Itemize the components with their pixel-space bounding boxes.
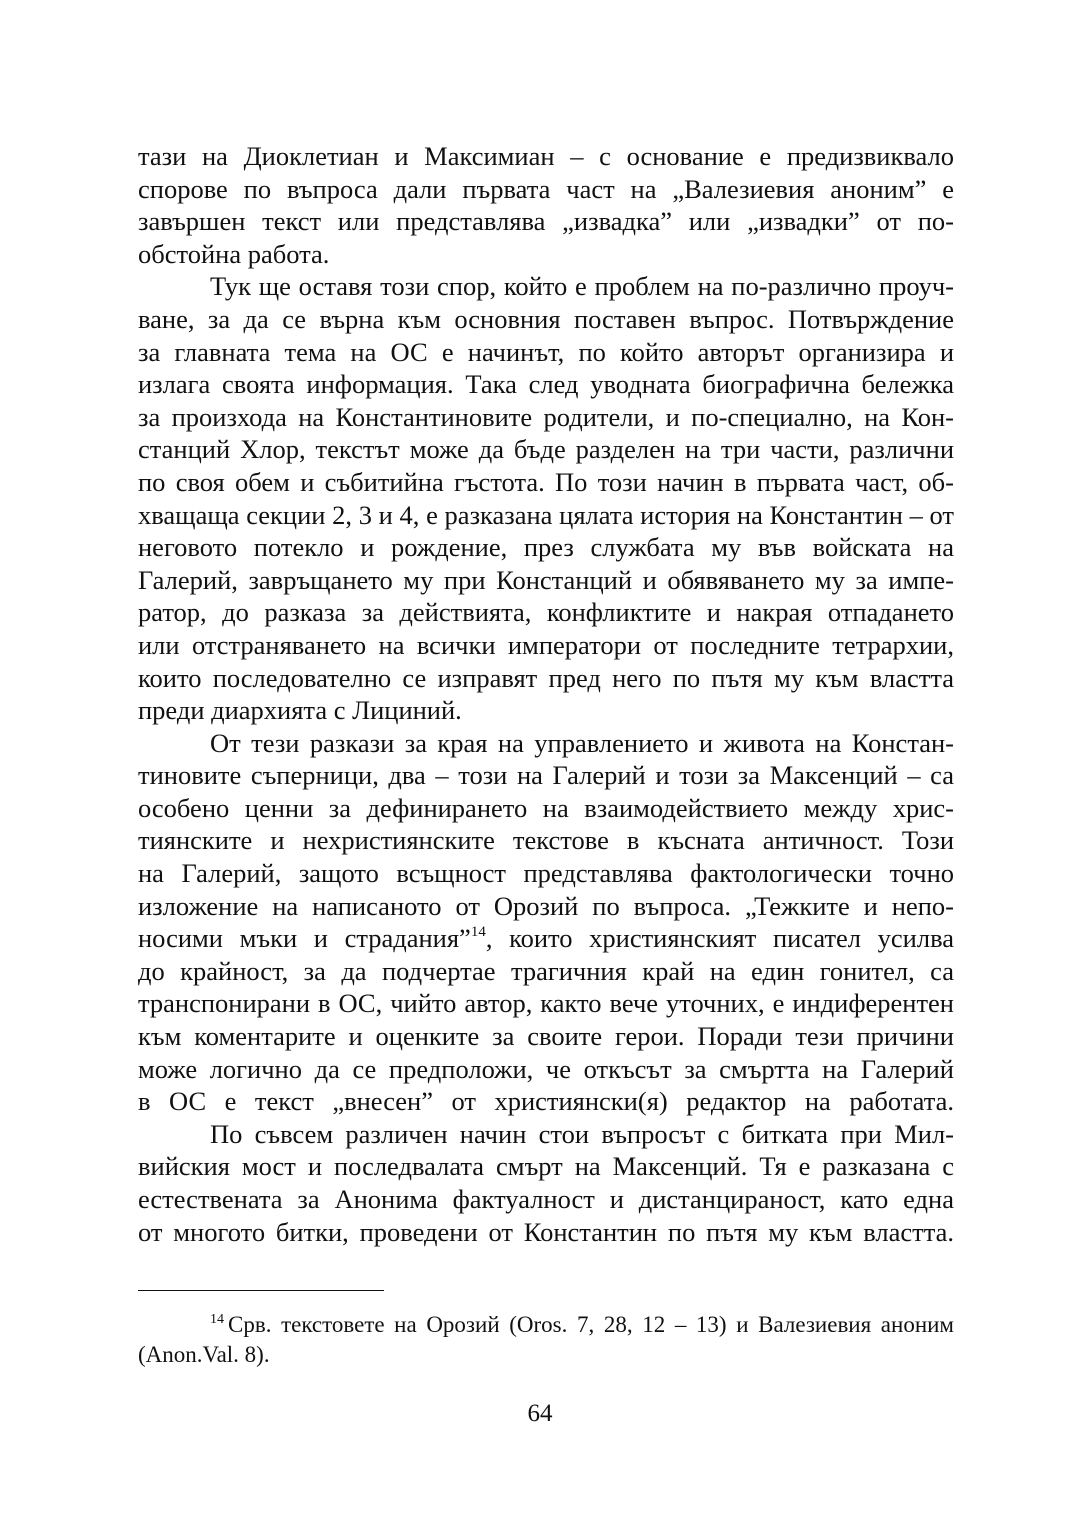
text-line: може логично да се предположи, че откъсът за смъртта на Галерий <box>138 1053 954 1084</box>
paragraph-2 <box>138 270 954 726</box>
text-line: От тези разкази за края на управлението и живота на Констан- <box>210 727 954 758</box>
text-line: спорове по въпроса дали първата част на „Валезиевия аноним” е <box>138 173 954 204</box>
footnote-line: (Anon.Val. 8). <box>138 1342 270 1367</box>
text-line: които последователно се изправят пред него по пътя му към властта <box>138 662 954 693</box>
page-number: 64 <box>527 1400 553 1427</box>
text-line: неговото потекло и рождение, през службата му във войската на <box>138 532 954 563</box>
text-line: обстойна работа. <box>138 238 330 269</box>
text-line: транспонирани в ОС, чийто автор, както вече уточних, е индиферентен <box>138 988 954 1019</box>
text-line: за главната тема на ОС е начинът, по който авторът организира и <box>138 336 954 367</box>
text-line: Галерий, завръщането му при Констанций и обявяването му за импе- <box>138 564 954 595</box>
paragraph-3 <box>138 727 954 1118</box>
text-segment: носими мъки и страдания” <box>138 923 471 954</box>
text-line: тиновите съперници, два – този на Галерий и този за Максенций – са <box>138 760 954 791</box>
text-line: завършен текст или представлява „извадка” или „извадки” от по- <box>138 206 954 237</box>
footnote <box>138 1310 954 1370</box>
text-line-with-footnote <box>138 922 954 955</box>
text-line: хващаща секции 2, 3 и 4, е разказана цялата история на Константин – от <box>138 499 954 530</box>
footnote-separator <box>138 1290 384 1291</box>
text-line: тази на Диоклетиан и Максимиан – с основание е предизвиквало <box>138 141 954 171</box>
text-line: за произхода на Константиновите родители, и по-специално, на Кон- <box>138 401 954 432</box>
text-line: излага своята информация. Така след уводната биографична бележка <box>138 369 954 400</box>
text-line: вийския мост и последвалата смърт на Максенций. Тя е разказана с <box>138 1151 954 1182</box>
text-line: или отстраняването на всички императори от последните тетрархии, <box>138 629 954 660</box>
text-line: в ОС е текст „внесен” от християнски(я) редактор на работата. <box>138 1086 954 1117</box>
text-line: естествената за Анонима фактуалност и дистанцираност, като една <box>138 1184 954 1214</box>
text-line: от многото битки, проведени от Константин по пътя му към властта. <box>138 1216 954 1247</box>
footnote-reference[interactable]: 14 <box>470 924 486 941</box>
footnote-text: Срв. текстовете на Орозий (Oros. 7, 28, 12 – 13) и Валезиевия аноним <box>228 1312 954 1337</box>
footnote-mark: 14 <box>210 1312 224 1327</box>
text-line: Тук ще оставя този спор, който е проблем на по-различно проуч- <box>210 271 954 302</box>
text-line: особено ценни за дефинирането на взаимодействието между хрис- <box>138 792 954 823</box>
body-text <box>138 140 954 1248</box>
text-line: тиянските и нехристиянските текстове в късната античност. Този <box>138 825 954 856</box>
text-line: преди диархията с Лициний. <box>138 695 462 726</box>
text-segment: , които християнският писател усилва <box>485 923 955 954</box>
text-line: на Галерий, защото всъщност представлява фактологически точно <box>138 858 954 889</box>
text-line: към коментарите и оценките за своите герои. Поради тези причини <box>138 1021 954 1052</box>
text-line: до крайност, за да подчертае трагичния край на един гонител, са <box>138 955 954 986</box>
paragraph-1 <box>138 140 954 270</box>
text-line: станций Хлор, текстът може да бъде разделен на три части, различни <box>138 434 954 465</box>
text-line: изложение на написаното от Орозий по въпроса. „Тежките и непо- <box>138 890 954 921</box>
text-line: ратор, до разказа за действията, конфликтите и накрая отпадането <box>138 597 954 628</box>
text-line: по своя обем и събитийна гъстота. По този начин в първата част, об- <box>138 466 954 497</box>
text-line: По съвсем различен начин стои въпросът с битката при Мил- <box>210 1118 954 1149</box>
footnote-line <box>138 1310 954 1340</box>
paragraph-4 <box>138 1118 954 1248</box>
text-line: ване, за да се върна към основния поставен въпрос. Потвърждение <box>138 303 954 334</box>
